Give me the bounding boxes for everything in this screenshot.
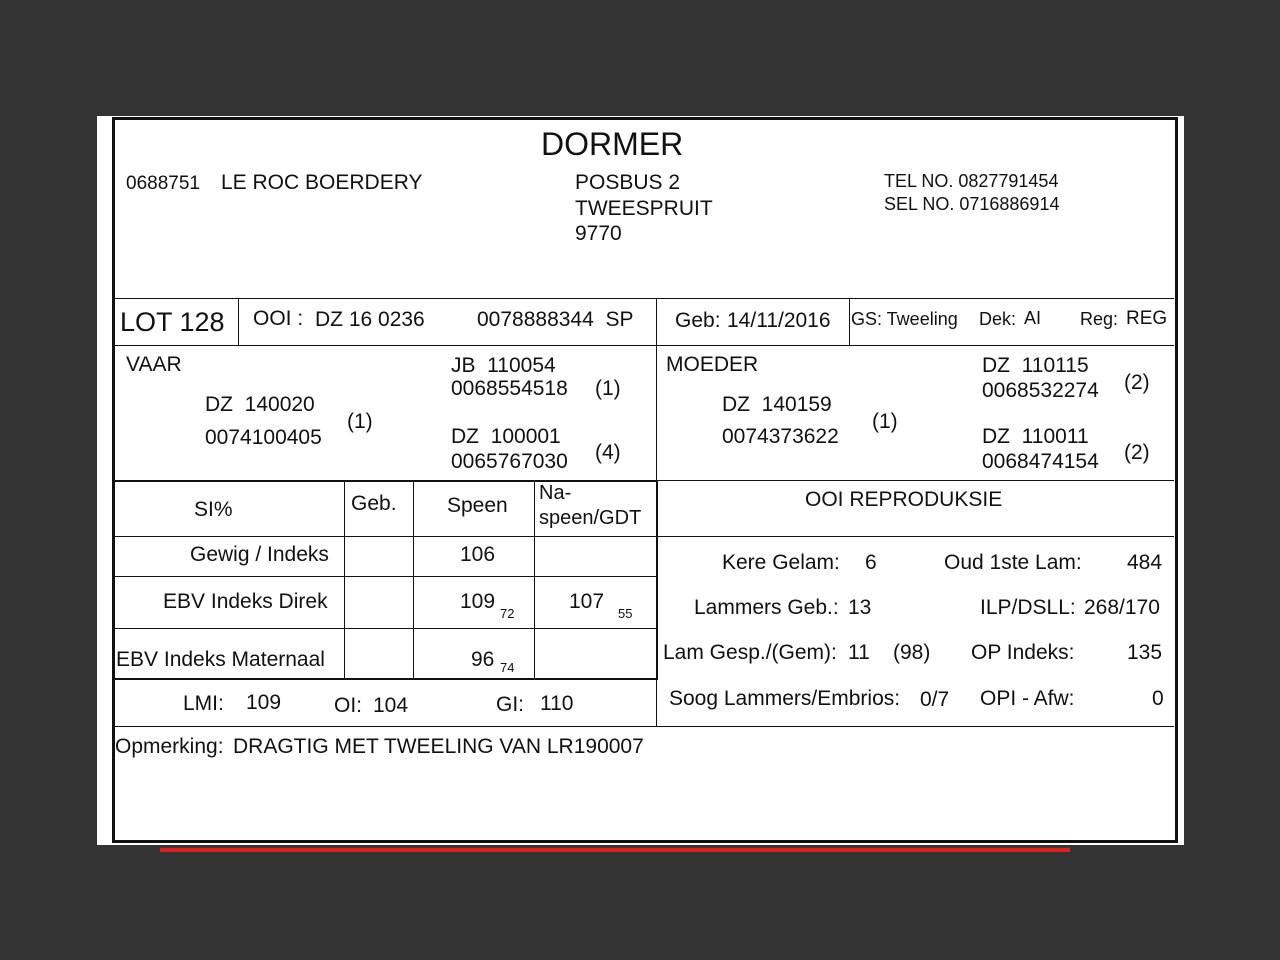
- dam-count: (1): [872, 410, 898, 433]
- breed-title: DORMER: [541, 126, 684, 162]
- rule-si-table-bottom: [112, 678, 658, 680]
- owner-name: LE ROC BOERDERY: [221, 171, 423, 194]
- lam-gesp-value: 11: [848, 641, 870, 664]
- rule-pedigree-bottom-right: [658, 480, 1174, 481]
- remark-text: DRAGTIG MET TWEELING VAN LR190007: [233, 735, 644, 758]
- rule-geb-divider: [849, 298, 850, 345]
- speen-header: Speen: [447, 494, 508, 517]
- rule-si-col3: [534, 482, 535, 678]
- rule-header-bottom: [112, 298, 1174, 299]
- gi-value: 110: [540, 692, 574, 715]
- opi-label: OPI - Afw:: [980, 687, 1075, 710]
- dam-dam-reg: 0068474154: [982, 450, 1099, 473]
- oud-lam-value: 484: [1127, 551, 1163, 574]
- op-indeks-value: 135: [1127, 641, 1163, 664]
- sire-id: DZ 140020: [205, 393, 315, 416]
- si-header: SI%: [194, 498, 233, 521]
- lot-number: LOT 128: [120, 307, 225, 337]
- sel-number: SEL NO. 0716886914: [884, 194, 1060, 214]
- registration-value: REG: [1126, 308, 1168, 329]
- lam-gesp-label: Lam Gesp./(Gem):: [663, 641, 837, 664]
- ilp-value: 268/170: [1084, 596, 1160, 619]
- lammers-geb-value: 13: [848, 596, 872, 619]
- opi-value: 0: [1152, 687, 1164, 710]
- sire-sire-count: (1): [595, 377, 621, 400]
- owner-code: 0688751: [126, 173, 200, 194]
- sire-dam-reg: 0065767030: [451, 450, 568, 473]
- mating-value: AI: [1024, 308, 1042, 328]
- rule-si-col2: [413, 482, 414, 678]
- lam-gem-value: (98): [893, 641, 931, 664]
- address-line3: 9770: [575, 222, 622, 245]
- reproduction-title: OOI REPRODUKSIE: [805, 488, 1003, 511]
- row-gewig-speen: 106: [460, 543, 496, 566]
- row-gewig-label: Gewig / Indeks: [190, 543, 329, 566]
- kere-gelam-value: 6: [865, 551, 877, 574]
- rule-si-header-bottom: [112, 536, 1174, 537]
- rule-si-col4: [656, 482, 658, 680]
- row-direk-naspeen-accuracy: 55: [618, 606, 633, 621]
- sire-heading: VAAR: [126, 353, 182, 376]
- registration-label: Reg:: [1080, 309, 1119, 329]
- dam-sire-count: (2): [1124, 371, 1150, 394]
- dam-heading: MOEDER: [666, 353, 759, 376]
- oi-value: 104: [373, 694, 409, 717]
- rule-si-row2-bottom: [112, 628, 658, 629]
- birth-date: 14/11/2016: [727, 309, 831, 332]
- dam-sire-id: DZ 110115: [982, 354, 1089, 377]
- clipped-footnote-strip: ▬▬▬▬▬▬▬▬▬▬▬▬▬▬▬▬▬▬▬▬▬▬▬▬▬▬▬▬▬▬▬▬▬▬▬▬▬▬▬▬▬▬▬▬▬▬▬▬▬▬▬▬▬▬▬▬▬▬▬▬▬▬▬▬▬: [160, 839, 1070, 855]
- address-line2: TWEESPRUIT: [575, 197, 713, 220]
- kere-gelam-label: Kere Gelam:: [722, 551, 840, 574]
- mating-label: Dek:: [979, 309, 1017, 329]
- dam-dam-count: (2): [1124, 441, 1150, 464]
- oud-lam-label: Oud 1ste Lam:: [944, 551, 1082, 574]
- tel-number: TEL NO. 0827791454: [884, 171, 1059, 191]
- row-direk-label: EBV Indeks Direk: [163, 590, 328, 613]
- ilp-label: ILP/DSLL:: [980, 596, 1076, 619]
- sire-dam-id: DZ 100001: [451, 425, 561, 448]
- row-direk-speen-accuracy: 72: [500, 606, 515, 621]
- rule-lot-divider: [238, 298, 239, 345]
- birth-status: GS: Tweeling: [851, 309, 958, 329]
- row-direk-speen: 109: [460, 590, 496, 613]
- row-maternaal-speen-accuracy: 74: [500, 660, 515, 675]
- dam-sire-reg: 0068532274: [982, 379, 1099, 402]
- lmi-label: LMI:: [183, 692, 224, 715]
- rule-lot-bottom: [112, 345, 1174, 346]
- lammers-geb-label: Lammers Geb.:: [694, 596, 839, 619]
- oi-label: OI:: [334, 694, 363, 717]
- gi-label: GI:: [496, 693, 525, 716]
- birth-label: Geb:: [675, 309, 721, 332]
- address-line1: POSBUS 2: [575, 171, 681, 194]
- naspeen-header-line1: Na-: [539, 482, 572, 504]
- naspeen-header-line2: speen/GDT: [539, 507, 642, 529]
- rule-si-row1-bottom: [112, 576, 658, 577]
- dam-dam-id: DZ 110011: [982, 425, 1089, 448]
- row-direk-naspeen: 107: [569, 590, 605, 613]
- row-maternaal-speen: 96: [471, 648, 495, 671]
- ooi-id: DZ 16 0236: [315, 308, 425, 331]
- op-indeks-label: OP Indeks:: [971, 641, 1075, 664]
- sire-dam-count: (4): [595, 441, 621, 464]
- rule-pedigree-bottom: [112, 480, 658, 482]
- rule-indices-bottom: [112, 726, 1174, 727]
- ooi-label: OOI :: [253, 307, 304, 330]
- dam-id: DZ 140159: [722, 393, 832, 416]
- soog-label: Soog Lammers/Embrios:: [669, 687, 901, 710]
- geb-header: Geb.: [351, 492, 397, 515]
- dam-reg: 0074373622: [722, 425, 839, 448]
- sire-sire-id: JB 110054: [451, 354, 556, 377]
- row-maternaal-label: EBV Indeks Maternaal: [116, 648, 325, 671]
- rule-si-col1: [344, 482, 345, 678]
- remark-label: Opmerking:: [115, 735, 224, 758]
- sire-sire-reg: 0068554518: [451, 377, 568, 400]
- soog-value: 0/7: [920, 688, 950, 711]
- sire-reg: 0074100405: [205, 426, 322, 449]
- lmi-value: 109: [246, 691, 282, 714]
- sire-count: (1): [347, 410, 373, 433]
- ooi-registration: 0078888344 SP: [477, 308, 634, 331]
